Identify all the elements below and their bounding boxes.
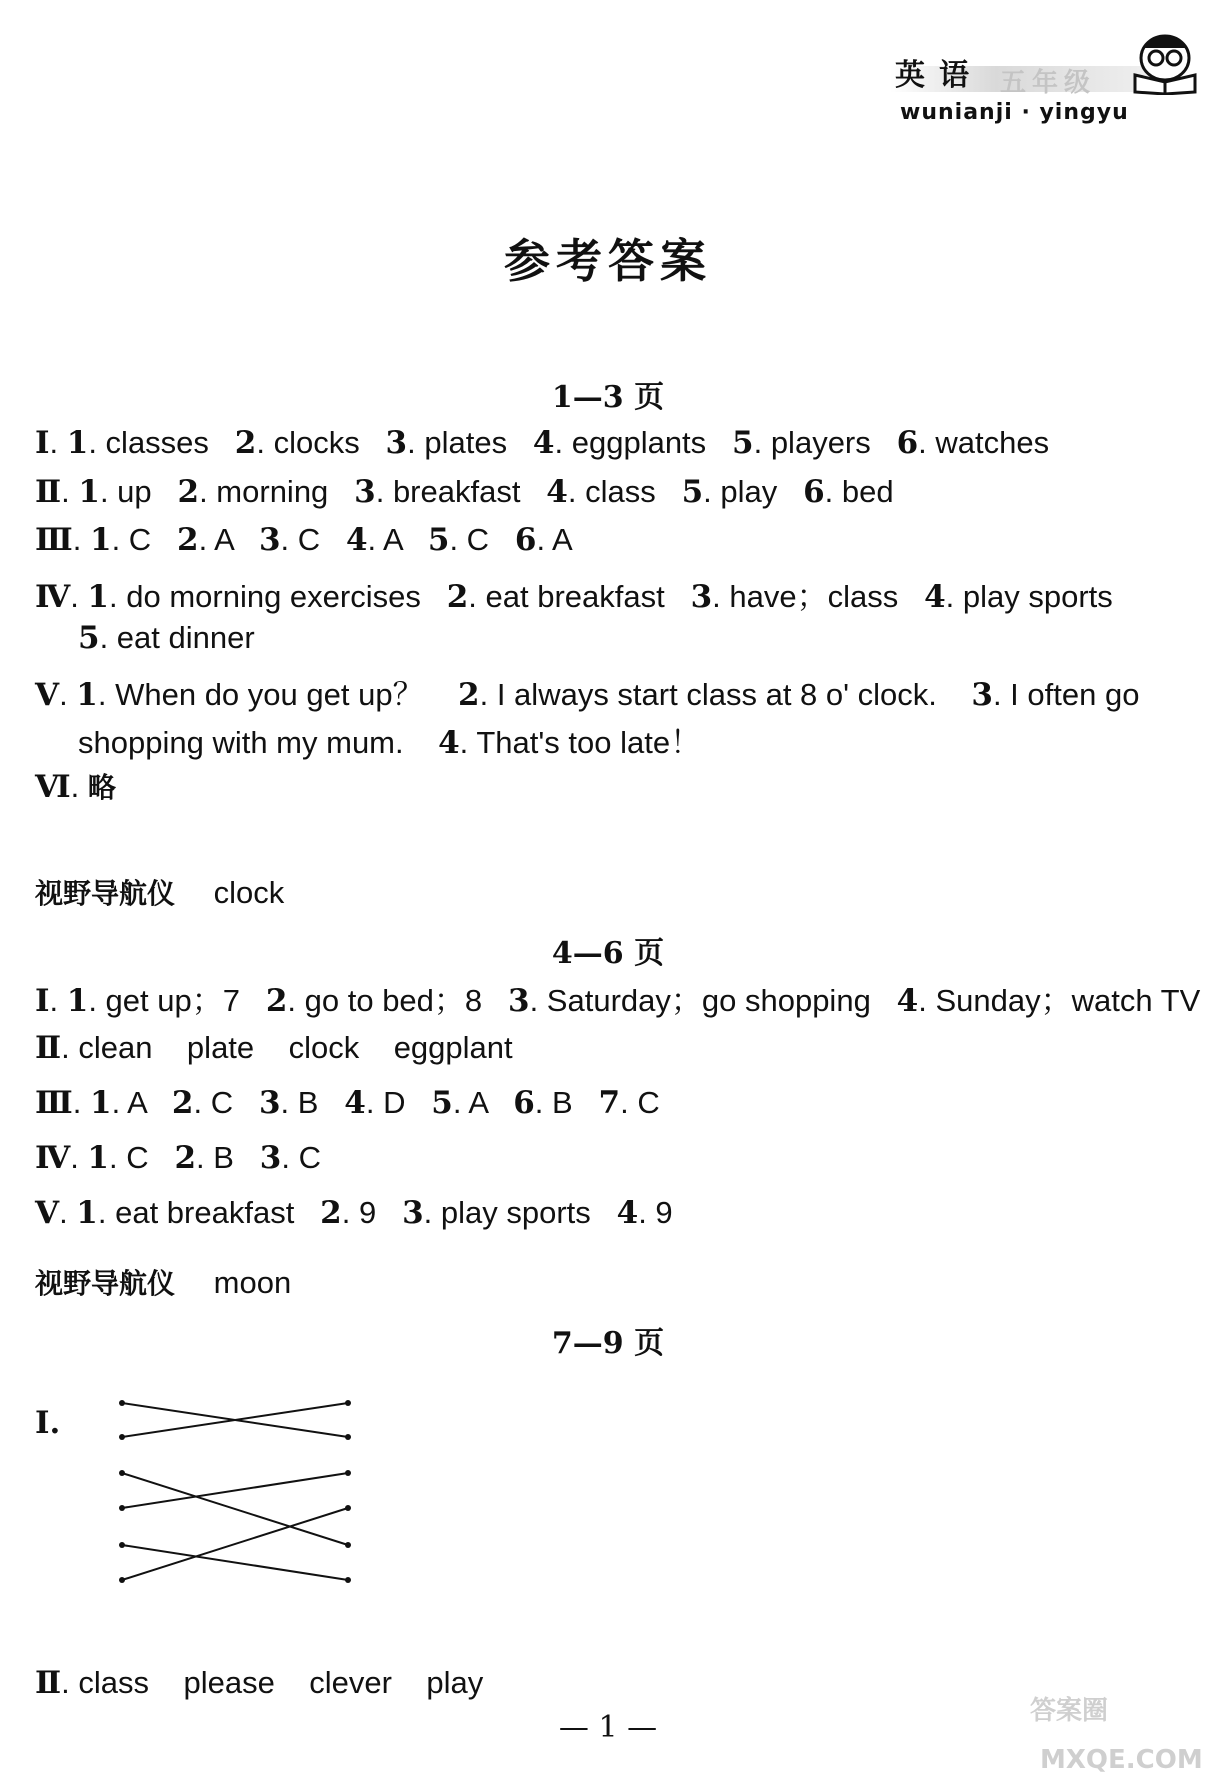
answer-text: . class bbox=[567, 473, 682, 509]
item-number: 3 bbox=[402, 1195, 424, 1231]
answer-text: . bbox=[70, 768, 88, 804]
item-number: 5 bbox=[427, 522, 450, 559]
answer-line bbox=[35, 522, 573, 558]
answer-line bbox=[35, 975, 1200, 1020]
answer-text: . C bbox=[109, 1140, 175, 1175]
answer-text: . C bbox=[280, 522, 346, 558]
matching-label: Ⅰ. bbox=[35, 1405, 61, 1441]
nav-line bbox=[35, 1262, 291, 1302]
answer-text: . play sports bbox=[423, 1195, 617, 1230]
item-number: 3 bbox=[258, 522, 281, 559]
answer-text: . bbox=[49, 983, 67, 1018]
matching-diagram bbox=[110, 1395, 360, 1635]
answer-text: . eat breakfast bbox=[97, 1195, 321, 1230]
roman-numeral: Ⅰ bbox=[35, 983, 50, 1019]
answer-text: . I often go bbox=[992, 676, 1140, 712]
section-heading: 4—6 页 bbox=[551, 936, 665, 971]
match-line bbox=[122, 1508, 348, 1580]
answer-text: . B bbox=[280, 1085, 345, 1120]
item-number: 4 bbox=[532, 425, 555, 461]
item-number: 2 bbox=[171, 1085, 194, 1121]
page-number: — 1 — bbox=[558, 1710, 658, 1745]
match-line bbox=[122, 1545, 348, 1580]
reading-mascot-icon bbox=[1125, 20, 1205, 95]
item-number: 3 bbox=[508, 983, 530, 1019]
watermark-text: 答案圈 bbox=[1030, 1696, 1109, 1726]
answer-text: . When do you get up？ bbox=[97, 676, 459, 712]
answer-text: . clocks bbox=[256, 425, 386, 460]
answer-text: . That's too late！ bbox=[459, 725, 702, 761]
item-number: 1 bbox=[90, 522, 112, 559]
answer-text: . bbox=[61, 473, 79, 509]
nav-label: 视野导航仪 bbox=[35, 877, 176, 910]
answer-text: . C bbox=[111, 522, 178, 558]
roman-numeral: Ⅱ bbox=[35, 473, 62, 510]
answer-text: class please clever play bbox=[78, 1665, 484, 1700]
answer-text: . 9 bbox=[341, 1195, 403, 1230]
answer-text: . bbox=[61, 1665, 79, 1700]
item-number: 5 bbox=[681, 473, 704, 510]
item-number: 2 bbox=[265, 983, 288, 1019]
answer-line bbox=[35, 1195, 673, 1231]
answer-text: . bbox=[59, 676, 77, 712]
answer-line bbox=[78, 717, 701, 762]
answer-line bbox=[35, 669, 1139, 714]
answer-text: . A bbox=[198, 522, 259, 558]
answer-text: . I always start class at 8 o' clock. bbox=[479, 676, 972, 712]
item-number: 4 bbox=[924, 579, 946, 616]
answer-text: . go to bed；8 bbox=[287, 983, 508, 1018]
answer-text: . A bbox=[536, 522, 573, 558]
item-number: 3 bbox=[971, 676, 993, 713]
match-line bbox=[122, 1473, 348, 1545]
answer-text: . classes bbox=[88, 425, 235, 460]
answer-text: . B bbox=[196, 1140, 260, 1175]
roman-numeral: Ⅲ bbox=[35, 522, 73, 559]
answer-text: . bbox=[72, 522, 90, 558]
item-number: 3 bbox=[354, 473, 376, 510]
item-number: 4 bbox=[616, 1195, 639, 1231]
item-number: 1 bbox=[76, 1195, 98, 1231]
section-heading: 7—9 页 bbox=[551, 1326, 665, 1361]
item-number: 3 bbox=[385, 425, 408, 461]
item-number: 3 bbox=[258, 1085, 281, 1121]
item-number: 1 bbox=[87, 1140, 109, 1176]
answer-text: . play bbox=[703, 473, 804, 509]
answer-text: . up bbox=[99, 473, 178, 509]
answer-text: . bbox=[72, 1085, 90, 1120]
answer-line bbox=[35, 571, 1113, 616]
answer-line bbox=[35, 1140, 321, 1176]
answer-line bbox=[78, 620, 255, 656]
answer-text: . C bbox=[193, 1085, 259, 1120]
nav-label: 视野导航仪 bbox=[35, 1267, 176, 1300]
answer-line bbox=[35, 1665, 483, 1701]
answer-text: . bed bbox=[824, 473, 894, 509]
answer-text: . do morning exercises bbox=[109, 579, 447, 615]
item-number: 4 bbox=[438, 725, 460, 762]
answer-text: . plates bbox=[407, 425, 533, 460]
answer-text: . bbox=[49, 425, 67, 460]
item-number: 5 bbox=[732, 425, 754, 461]
roman-numeral: Ⅴ bbox=[35, 676, 60, 713]
answer-text: . A bbox=[452, 1085, 514, 1120]
item-number: 2 bbox=[234, 425, 257, 461]
answer-text: . players bbox=[753, 425, 897, 460]
item-number: 5 bbox=[431, 1085, 453, 1121]
roman-numeral: Ⅳ bbox=[35, 579, 71, 616]
item-number: 1 bbox=[87, 579, 109, 616]
answer-text: . eat dinner bbox=[99, 619, 255, 655]
answer-text: . C bbox=[620, 1085, 660, 1120]
answer-text: shopping with my mum. bbox=[78, 725, 439, 761]
answer-text: . breakfast bbox=[375, 473, 547, 509]
answer-text: . bbox=[61, 1030, 79, 1065]
answer-text: . A bbox=[367, 522, 428, 558]
item-number: 3 bbox=[690, 579, 713, 616]
item-number: 4 bbox=[546, 473, 568, 510]
item-number: 2 bbox=[177, 473, 200, 510]
answer-text: . Sunday；watch TV bbox=[918, 983, 1201, 1018]
answer-text: . A bbox=[111, 1085, 172, 1120]
answer-text: . C bbox=[449, 522, 515, 558]
answer-text: 略 bbox=[87, 770, 116, 804]
item-number: 6 bbox=[513, 1085, 535, 1121]
match-line bbox=[122, 1473, 348, 1508]
answer-text: . eat breakfast bbox=[468, 579, 691, 615]
answer-line bbox=[35, 1085, 660, 1121]
item-number: 6 bbox=[803, 473, 825, 510]
answer-text: . bbox=[59, 1195, 77, 1230]
item-number: 1 bbox=[90, 1085, 112, 1121]
item-number: 7 bbox=[598, 1085, 621, 1121]
item-number: 1 bbox=[78, 473, 100, 510]
answer-text: . eggplants bbox=[554, 425, 733, 460]
item-number: 2 bbox=[446, 579, 469, 616]
answer-text: . get up；7 bbox=[88, 983, 266, 1018]
page-title: 参考答案 bbox=[504, 234, 712, 288]
answer-text: . Saturday；go shopping bbox=[529, 983, 897, 1018]
answer-text: . D bbox=[365, 1085, 432, 1120]
answer-text: . watches bbox=[918, 425, 1050, 460]
item-number: 4 bbox=[344, 1085, 366, 1121]
item-number: 2 bbox=[177, 522, 199, 559]
answer-line bbox=[35, 766, 116, 806]
watermark-url: MXQE.COM bbox=[1040, 1745, 1203, 1775]
roman-numeral: Ⅱ bbox=[35, 1665, 62, 1701]
item-number: 4 bbox=[896, 983, 919, 1019]
answer-text: . C bbox=[281, 1140, 321, 1175]
answer-text: . bbox=[70, 1140, 88, 1175]
item-number: 4 bbox=[345, 522, 368, 559]
header-subject: 英语 bbox=[895, 58, 983, 93]
item-number: 5 bbox=[78, 619, 100, 656]
item-number: 1 bbox=[76, 676, 98, 713]
answer-text: . play sports bbox=[945, 579, 1113, 615]
item-number: 3 bbox=[259, 1140, 282, 1176]
item-number: 6 bbox=[514, 522, 537, 559]
roman-numeral: Ⅳ bbox=[35, 1140, 71, 1176]
nav-answer: clock bbox=[213, 875, 285, 910]
answer-text: . B bbox=[534, 1085, 599, 1120]
item-number: 6 bbox=[896, 425, 919, 461]
roman-numeral: Ⅵ bbox=[35, 768, 71, 805]
section-heading: 1—3 页 bbox=[551, 380, 665, 415]
roman-numeral: Ⅱ bbox=[35, 1030, 62, 1066]
header-pinyin: wunianji · yingyu bbox=[900, 100, 1129, 125]
answer-text: . 9 bbox=[638, 1195, 673, 1230]
answer-line bbox=[35, 425, 1049, 461]
answer-text: . have；class bbox=[712, 579, 925, 615]
item-number: 1 bbox=[66, 425, 89, 461]
roman-numeral: Ⅴ bbox=[35, 1195, 60, 1231]
item-number: 1 bbox=[66, 983, 89, 1019]
item-number: 2 bbox=[458, 676, 480, 713]
roman-numeral: Ⅰ bbox=[35, 425, 50, 461]
nav-line bbox=[35, 872, 284, 912]
answer-text: . bbox=[70, 579, 88, 615]
nav-answer: moon bbox=[213, 1265, 292, 1300]
answer-line bbox=[35, 474, 894, 510]
item-number: 2 bbox=[320, 1195, 342, 1231]
answer-line bbox=[35, 1030, 513, 1066]
roman-numeral: Ⅲ bbox=[35, 1085, 73, 1121]
answer-text: clean plate clock eggplant bbox=[78, 1030, 513, 1065]
answer-text: . morning bbox=[199, 473, 355, 509]
header-grade: 五年级 bbox=[1000, 68, 1097, 98]
item-number: 2 bbox=[174, 1140, 197, 1176]
